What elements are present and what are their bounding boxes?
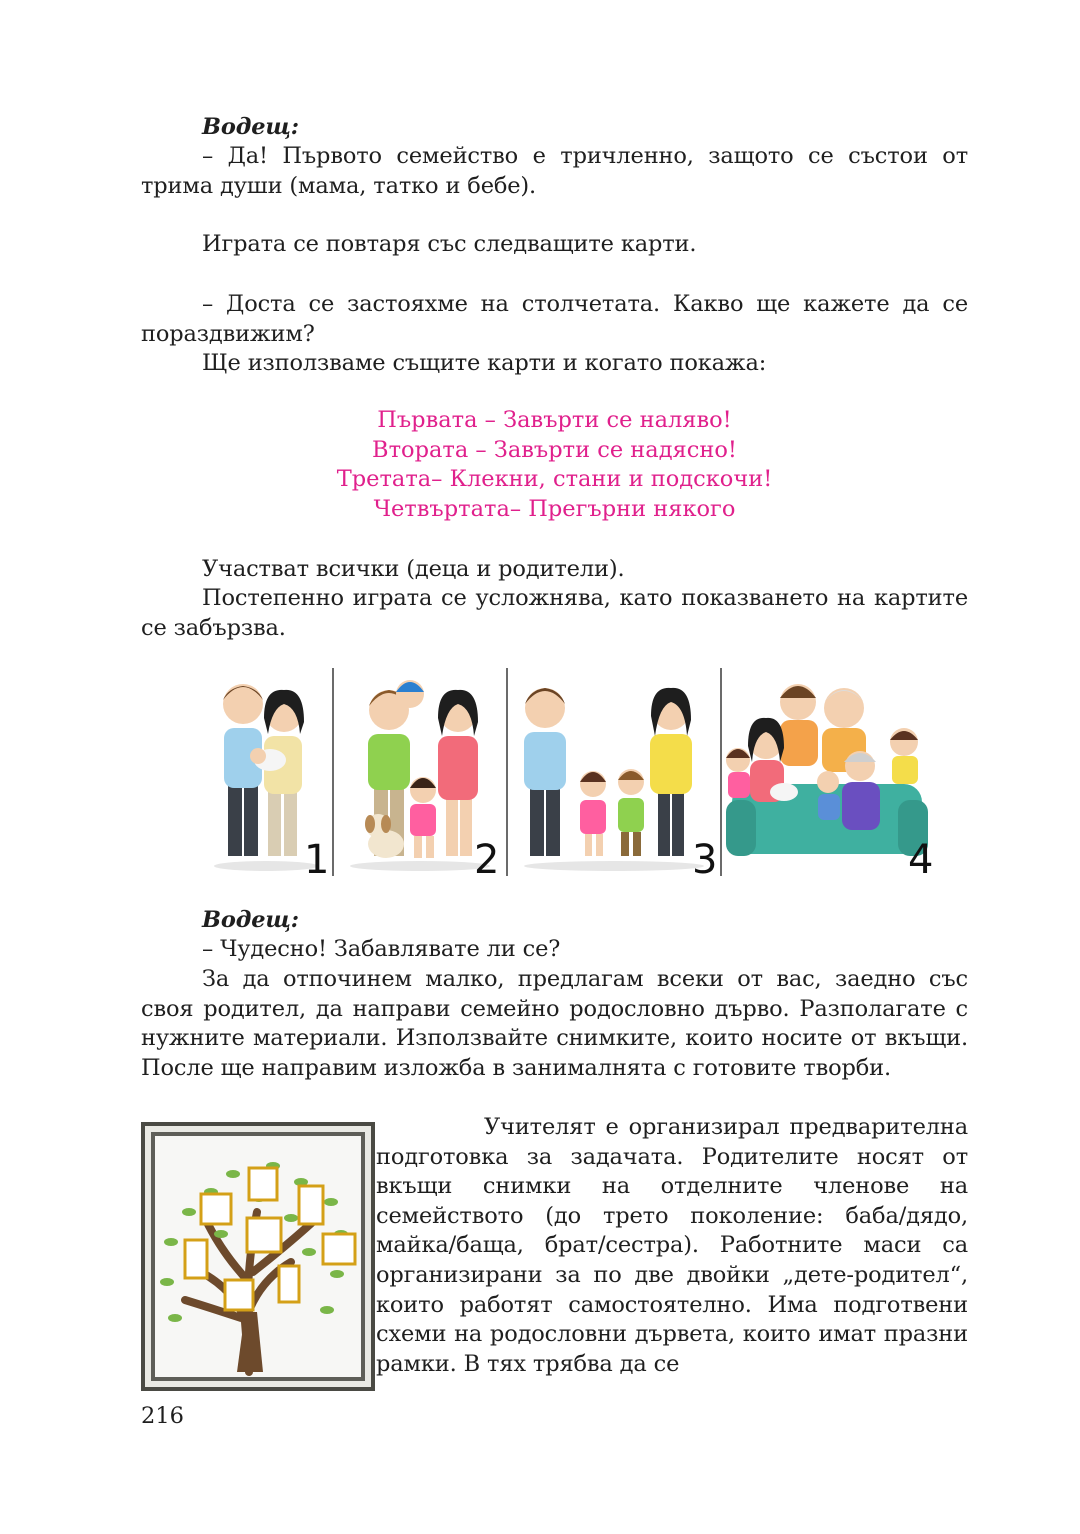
- family-card-4: [722, 664, 950, 883]
- instruction-2: Втората – Завърти се надясно!: [372, 437, 737, 463]
- instruction-1: Първата – Завърти се наляво!: [377, 407, 732, 433]
- card-number-2: 2: [474, 837, 500, 883]
- card-number-1: 1: [304, 837, 330, 883]
- teacher-preparation-paragraph: [376, 1113, 968, 1379]
- family-card-2: [334, 664, 506, 883]
- instruction-3: Третата– Клекни, стани и подскочи!: [336, 466, 773, 492]
- family-tree-illustration: [141, 1122, 375, 1391]
- family-with-two-children-illustration: [508, 664, 720, 883]
- family-cards-strip: [200, 664, 950, 883]
- speaker-label-1: Водещ:: [202, 114, 299, 140]
- host-line-1: – Да! Първото семейство е тричленно, защото се състои от трима души (мама, татко и бебе).: [141, 143, 968, 199]
- card-number-4: 4: [908, 837, 934, 883]
- repeat-text: Играта се повтаря със следващите карти.: [202, 231, 697, 257]
- cards-intro: Ще използваме същите карти и когато покажа:: [202, 350, 767, 376]
- move-question: – Доста се застояхме на столчетата. Какво ще кажете да се пораздвижим?: [141, 291, 968, 347]
- speaker-label-2: Водещ:: [202, 907, 299, 933]
- card-number-3: 3: [692, 837, 718, 883]
- family-tree-task-paragraph: За да отпочинем малко, предлагам всеки от вас, заедно със своя родител, да направи семейно родословно дърво. Разполагате с нужните материали. Използвайте снимките, които носите от вкъщи. После ще направим изложба в занималнята с готовите творби.: [141, 966, 968, 1081]
- family-tree-picture: [141, 1122, 375, 1391]
- page-number: 216: [141, 1403, 184, 1429]
- family-card-3: [508, 664, 720, 883]
- teacher-preparation-text: Учителят е организирал предварителна подготовка за задачата. Родителите носят от вкъщи снимки на отделните членове на семейството (до трето поколение: баба/дядо, майка/баща, брат/сестра). Работните маси са организирани за по две двойки „дете-родител“, които работят самостоятелно. Има подготвени схеми на родословни дървета, които имат празни рамки. В тях трябва да се: [376, 1114, 968, 1377]
- instruction-4: Четвъртата– Прегърни някого: [373, 496, 736, 522]
- participants-text: Участват всички (деца и родители).: [202, 556, 625, 582]
- speedup-text: Постепенно играта се усложнява, като показването на картите се забързва.: [141, 585, 968, 641]
- host-line-2: – Чудесно! Забавлявате ли се?: [202, 936, 561, 962]
